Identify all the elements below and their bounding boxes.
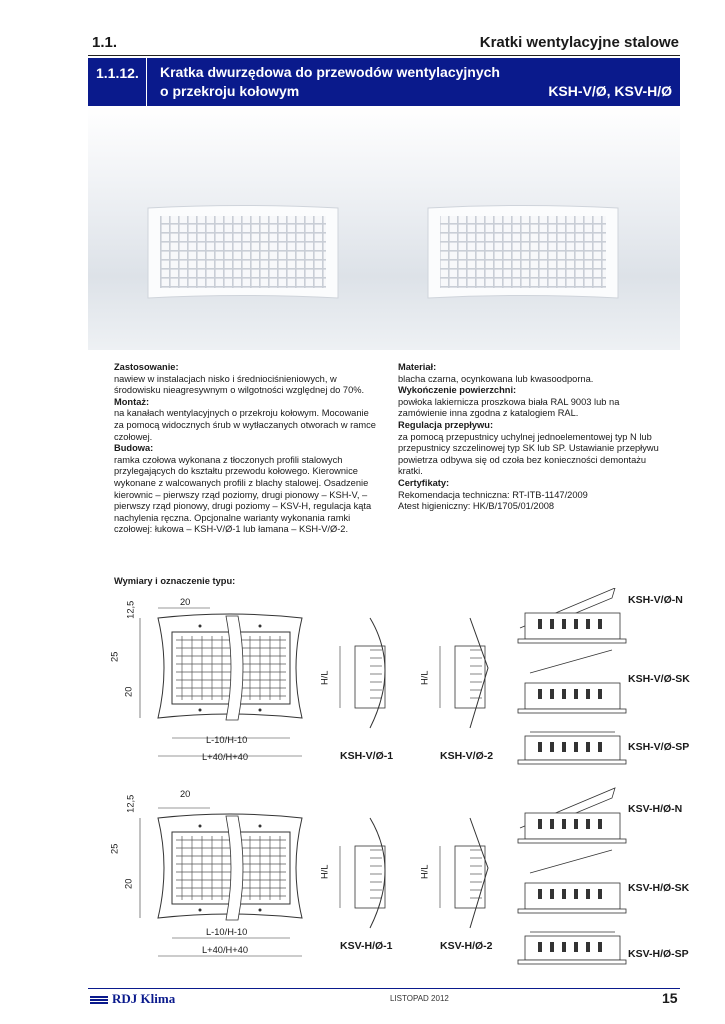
dim-outer-1: L+40/H+40 [202, 752, 249, 762]
left-body-0: nawiew w instalacjach nisko i średniociśnieniowych, w środowisku nieagresywnym o wilgotności względnej do 70%. [114, 373, 365, 396]
hl-label-3: H/L [319, 864, 330, 880]
dim-top-2: 20 [180, 789, 191, 799]
dim-top-1: 20 [180, 597, 191, 607]
hl-label-4: H/L [419, 864, 430, 880]
variant-label-1: KSH-V/Ø-SK [628, 673, 690, 685]
dim-inner-1: L-10/H-10 [206, 735, 248, 745]
label-ksv-h-1: KSV-H/Ø-1 [340, 940, 393, 952]
right-body-2: za pomocą przepustnicy uchylnej jednoelementowej typ N lub przepustnicy szczelinowej typ SK lub SP. Ustawianie przepływu powietrza odbywa się od czoła bez konieczności demontażu kratki. [398, 431, 659, 477]
left-heading-0: Zastosowanie: [114, 362, 179, 372]
grille-photo-right [428, 206, 618, 299]
right-heading-0: Materiał: [398, 362, 437, 372]
description-left [114, 362, 378, 536]
footer-date: LISTOPAD 2012 [390, 994, 449, 1003]
grille-photo-left [148, 206, 338, 299]
variant-label-4: KSV-H/Ø-SK [628, 882, 690, 894]
brand-logo [90, 991, 175, 1007]
product-title-line2: o przekroju kołowym [160, 83, 300, 99]
right-body-3: Rekomendacja techniczna: RT-ITB-1147/2009 Atest higieniczny: HK/B/1705/01/2008 [398, 489, 588, 512]
product-title-line1: Kratka dwurzędowa do przewodów wentylacyjnych [160, 64, 500, 80]
dim-12-5-1: 12,5 [125, 600, 136, 619]
technical-drawings [0, 588, 725, 978]
product-photo [88, 106, 680, 350]
left-body-1: na kanałach wentylacyjnych o przekroju kołowym. Mocowanie za pomocą widocznych śrub w wytłaczanych otworach w ramce czołowej. [114, 408, 376, 442]
dim-20-2: 20 [123, 878, 134, 889]
left-heading-2: Budowa: [114, 443, 154, 454]
bar-divider [146, 58, 147, 106]
dimensions-heading: Wymiary i oznaczenie typu: [114, 576, 236, 586]
product-codes: KSH-V/Ø, KSV-H/Ø [548, 83, 672, 99]
header-rule [88, 55, 680, 56]
section-number: 1.1. [92, 34, 118, 51]
section-title: Kratki wentylacyjne stalowe [479, 34, 679, 51]
description-right [398, 362, 666, 513]
label-ksh-v-1: KSH-V/Ø-1 [340, 750, 394, 762]
dim-25-1: 25 [109, 651, 120, 662]
dim-25-2: 25 [109, 843, 120, 854]
hl-label-1: H/L [319, 670, 330, 686]
label-ksh-v-2: KSH-V/Ø-2 [440, 750, 494, 762]
right-body-0: blacha czarna, ocynkowana lub kwasoodporna. [398, 373, 594, 384]
brand-stripes-icon [90, 996, 108, 1005]
dim-outer-2: L+40/H+40 [202, 945, 249, 955]
grille-illustration [88, 106, 680, 350]
right-heading-1: Wykończenie powierzchni: [398, 385, 517, 396]
product-number: 1.1.12. [96, 65, 139, 81]
dim-12-5-2: 12,5 [125, 794, 136, 813]
left-body-2: ramka czołowa wykonana z tłoczonych profili stalowych przylegających do kształtu przewodu kołowego. Kierownice wykonane z walcowanych profili z blachy stalowej. Osadzenie kierownic – pierwszy rząd poziomy, drugi pionowy – KSH-V, – pierwszy rząd pionowy, drugi poziomy – KSV-H, regulacja kąta nachylenia ręczna. Opcjonalne warianty wykonania ramki czołowej: łukowa – KSH-V/Ø-1 lub łamana – KSH-V/Ø-2. [114, 454, 372, 535]
dim-inner-2: L-10/H-10 [206, 927, 248, 937]
variant-label-2: KSH-V/Ø-SP [628, 741, 690, 753]
brand-name: RDJ Klima [112, 991, 176, 1006]
left-heading-1: Montaż: [114, 396, 150, 407]
page-number: 15 [662, 990, 678, 1006]
variant-label-3: KSV-H/Ø-N [628, 803, 683, 815]
right-body-1: powłoka lakiernicza proszkowa biała RAL 9003 lub na zamówienie inna zgodna z katalogiem RAL. [398, 396, 620, 419]
variant-label-0: KSH-V/Ø-N [628, 594, 683, 606]
hl-label-2: H/L [419, 670, 430, 686]
label-ksv-h-2: KSV-H/Ø-2 [440, 940, 493, 952]
footer-rule [88, 988, 680, 989]
right-heading-2: Regulacja przepływu: [398, 419, 494, 430]
right-heading-3: Certyfikaty: [398, 477, 450, 488]
dim-20-1: 20 [123, 686, 134, 697]
product-title-bar [88, 58, 680, 106]
variant-label-5: KSV-H/Ø-SP [628, 948, 689, 960]
